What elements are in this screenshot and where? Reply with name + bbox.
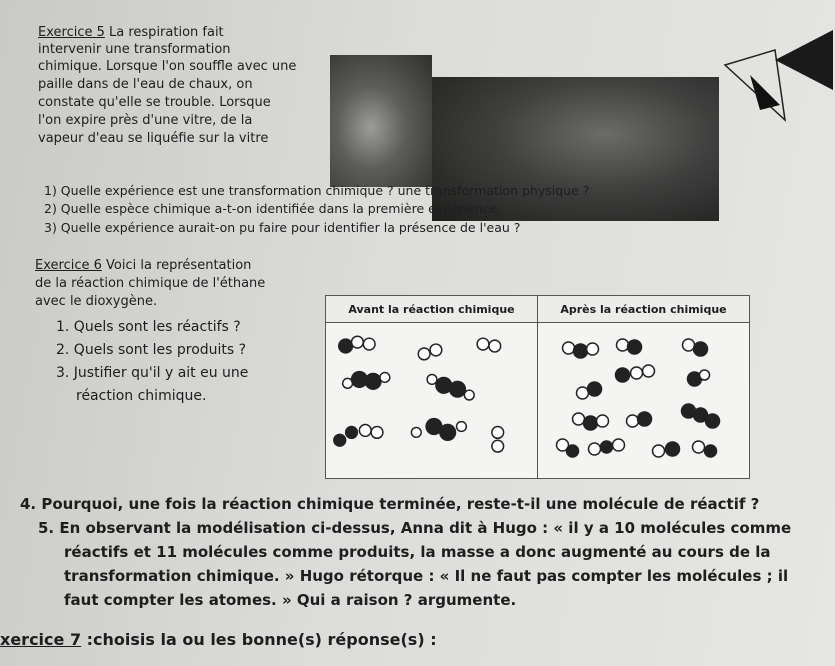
question-5-line-1: réactifs et 11 molécules comme produits, la masse a donc augmenté au cours de la (64, 543, 771, 561)
ex6-question-2: 2. Quels sont les produits ? (56, 342, 247, 358)
ex6-intro-line-0: Voici la représentation (106, 258, 252, 273)
ex6-heading (35, 259, 251, 273)
ex5-intro-line-3: paille dans de l'eau de chaux, on (38, 77, 253, 92)
ex7-instruction: :choisis la ou les bonne(s) réponse(s) : (86, 630, 437, 649)
after-reaction-cell (537, 323, 749, 479)
ex5-question-3: 3) Quelle expérience aurait-on pu faire pour identifier la présence de l'eau ? (44, 220, 521, 235)
question-5-line-0: 5. En observant la modélisation ci-dessus, Anna dit à Hugo : « il y a 10 molécules comme (38, 519, 792, 537)
before-reaction-cell (326, 323, 538, 479)
reactant-molecules-drawing (326, 323, 537, 478)
question-4: 4. Pourquoi, une fois la réaction chimique terminée, reste-t-il une molécule de réactif ? (20, 495, 760, 513)
question-5-line-2: transformation chimique. » Hugo rétorque : « Il ne faut pas compter les molécules ; il (64, 567, 789, 585)
ex6-intro-line-1: de la réaction chimique de l'éthane (35, 276, 266, 291)
ex6-question-3: 3. Justifier qu'il y ait eu une (56, 365, 249, 381)
table-header-after: Après la réaction chimique (537, 296, 749, 323)
ex5-heading (38, 26, 224, 40)
ex5-question-2: 2) Quelle espèce chimique a-t-on identifiée dans la première expérience. (44, 201, 502, 216)
ex6-intro-line-2: avec le dioxygène. (35, 294, 158, 309)
ex5-intro-line-6: vapeur d'eau se liquéfie sur la vitre (38, 131, 269, 146)
page-corner-decoration (715, 30, 835, 130)
ex7-title: xercice 7 (0, 630, 82, 649)
reaction-model-table (325, 295, 750, 479)
ex5-intro-line-0: La respiration fait (109, 25, 224, 40)
ex7-heading (0, 630, 437, 650)
ex5-intro-line-4: constate qu'elle se trouble. Lorsque (38, 95, 271, 110)
product-molecules-drawing (538, 323, 749, 478)
ex6-title: Exercice 6 (35, 258, 102, 273)
ex5-question-1: 1) Quelle expérience est une transformation chimique ? une transformation physique ? (44, 183, 590, 198)
breath-in-limewater-photo (330, 55, 432, 187)
ex5-intro-line-5: l'on expire près d'une vitre, de la (38, 113, 253, 128)
ex5-title: Exercice 5 (38, 25, 105, 40)
ex6-question-1: 1. Quels sont les réactifs ? (56, 319, 241, 335)
question-5-line-3: faut compter les atomes. » Qui a raison ? argumente. (64, 591, 517, 609)
table-header-before: Avant la réaction chimique (326, 296, 538, 323)
ex5-intro-line-2: chimique. Lorsque l'on souffle avec une (38, 59, 297, 74)
ex5-intro-line-1: intervenir une transformation (38, 42, 231, 57)
ex6-question-3-cont: réaction chimique. (76, 388, 207, 404)
foggy-window-photo (432, 77, 719, 221)
